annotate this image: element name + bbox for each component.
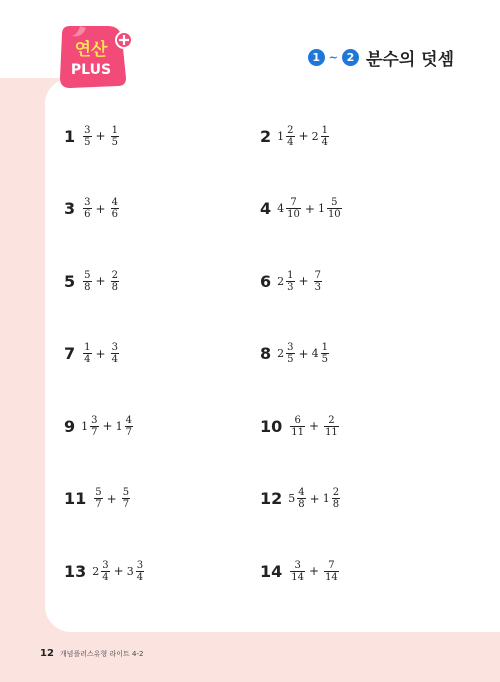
- denominator: 6: [84, 209, 91, 220]
- numerator: 1: [321, 342, 328, 353]
- problem-item: [64, 189, 120, 229]
- page-number: 12: [40, 648, 54, 659]
- problem-expression: [288, 560, 340, 583]
- numerator: 4: [111, 197, 118, 208]
- numerator: 2: [332, 487, 340, 498]
- numerator: 2: [111, 269, 118, 281]
- problem-item: [64, 116, 120, 156]
- numerator: 2: [328, 414, 335, 426]
- mixed-number: [288, 415, 306, 438]
- problem-expression: [277, 270, 323, 293]
- fraction: [90, 415, 98, 438]
- numerator: 3: [84, 197, 91, 208]
- numerator: 7: [328, 559, 335, 571]
- problem-expression: [92, 487, 131, 510]
- mixed-number: [312, 342, 330, 365]
- fraction: [83, 342, 91, 365]
- numerator: 3: [294, 559, 301, 571]
- whole-part: 1: [317, 202, 325, 215]
- mixed-number: [81, 270, 92, 293]
- problem-item: [260, 551, 340, 591]
- problem-item: [64, 334, 120, 374]
- mixed-number: [312, 125, 330, 148]
- mixed-number: [120, 487, 131, 510]
- fraction: [136, 560, 144, 583]
- numerator: 7: [290, 197, 297, 208]
- denominator: 4: [136, 571, 144, 583]
- numerator: 1: [321, 124, 328, 136]
- numerator: 6: [294, 414, 301, 426]
- plus-operator: +: [95, 274, 106, 288]
- problem-expression: [81, 125, 120, 148]
- denominator: 8: [332, 499, 340, 510]
- problem-item: [64, 406, 134, 446]
- whole-part: 2: [92, 564, 100, 578]
- problem-number: 9: [64, 416, 76, 436]
- fraction: [286, 197, 301, 220]
- fraction: [111, 125, 119, 148]
- fraction: [286, 125, 294, 148]
- problem-item: [64, 479, 131, 519]
- numerator: 5: [95, 487, 102, 498]
- denominator: 10: [327, 209, 341, 220]
- mixed-number: [322, 415, 340, 438]
- denominator: 8: [298, 499, 305, 510]
- problem-number: 5: [64, 271, 76, 291]
- numerator: 4: [298, 487, 305, 498]
- denominator: 4: [287, 136, 294, 148]
- problem-number: 10: [260, 416, 283, 436]
- plus-operator: +: [102, 419, 113, 433]
- problem-item: [260, 261, 323, 301]
- whole-part: 1: [277, 129, 285, 143]
- page-title: 분수의 덧셈: [365, 49, 454, 70]
- fraction: [83, 125, 91, 148]
- whole-part: 2: [277, 347, 285, 360]
- range-separator: ~: [328, 50, 338, 64]
- fraction: [83, 197, 91, 220]
- whole-part: 2: [277, 274, 285, 288]
- problem-item: [64, 551, 145, 591]
- denominator: 3: [287, 281, 294, 293]
- whole-part: 4: [277, 202, 285, 215]
- footer: [40, 648, 143, 659]
- denominator: 5: [111, 136, 118, 148]
- denominator: 3: [314, 281, 321, 293]
- problem-expression: [81, 342, 120, 365]
- fraction: [101, 560, 109, 583]
- numerator: 3: [84, 124, 91, 136]
- mixed-number: [81, 197, 92, 220]
- problem-expression: [288, 487, 341, 510]
- mixed-number: [277, 197, 302, 220]
- badge: [52, 22, 130, 90]
- denominator: 5: [84, 136, 91, 148]
- whole-part: 1: [81, 419, 89, 433]
- numerator: 5: [84, 269, 91, 281]
- denominator: 11: [291, 426, 304, 438]
- plus-operator: +: [309, 491, 320, 506]
- numerator: 3: [91, 414, 98, 426]
- fraction: [327, 197, 342, 220]
- problem-number: 13: [64, 561, 87, 581]
- problem-item: [64, 261, 120, 301]
- problem-item: [260, 334, 330, 374]
- mixed-number: [288, 487, 306, 510]
- problem-number: 11: [64, 489, 87, 508]
- numerator: 1: [84, 342, 91, 353]
- numerator: 4: [125, 414, 132, 426]
- plus-operator: +: [304, 201, 315, 216]
- problem-expression: [92, 560, 145, 583]
- problem-expression: [277, 125, 330, 148]
- numerator: 1: [287, 269, 294, 281]
- plus-operator: +: [298, 346, 309, 361]
- mixed-number: [277, 270, 295, 293]
- numerator: 5: [122, 487, 130, 498]
- plus-operator: +: [309, 564, 320, 578]
- fraction: [297, 487, 305, 510]
- numerator: 1: [111, 124, 118, 136]
- problem-number: 4: [260, 199, 272, 218]
- whole-part: 5: [288, 492, 296, 505]
- problem-item: [260, 116, 330, 156]
- denominator: 8: [84, 281, 91, 293]
- fraction: [321, 342, 329, 365]
- problem-number: 12: [260, 489, 283, 508]
- badge-sub: PLUS: [70, 62, 112, 78]
- plus-operator: +: [106, 491, 117, 506]
- mixed-number: [109, 125, 120, 148]
- numerator: 3: [111, 342, 118, 353]
- problem-expression: [277, 197, 343, 220]
- fraction: [324, 415, 339, 438]
- whole-part: 4: [311, 347, 319, 360]
- mixed-number: [288, 560, 306, 583]
- mixed-number: [81, 342, 92, 365]
- denominator: 5: [321, 354, 328, 365]
- plus-operator: +: [298, 129, 309, 143]
- denominator: 4: [321, 136, 328, 148]
- mixed-number: [81, 125, 92, 148]
- fraction: [83, 270, 91, 293]
- problem-number: 14: [260, 561, 283, 581]
- problem-number: 8: [260, 344, 272, 363]
- mixed-number: [109, 197, 120, 220]
- mixed-number: [92, 487, 103, 510]
- fraction: [321, 125, 329, 148]
- denominator: 7: [125, 426, 132, 438]
- denominator: 10: [287, 209, 300, 220]
- numerator: 3: [102, 559, 109, 571]
- section-header: [308, 44, 454, 70]
- denominator: 7: [95, 499, 102, 510]
- problem-item: [260, 189, 343, 229]
- denominator: 7: [122, 499, 130, 510]
- denominator: 14: [291, 571, 304, 583]
- fraction: [111, 197, 119, 220]
- fraction: [125, 415, 133, 438]
- denominator: 4: [111, 354, 118, 365]
- denominator: 14: [325, 571, 338, 583]
- mixed-number: [277, 125, 295, 148]
- fraction: [122, 487, 130, 510]
- problem-number: 6: [260, 271, 272, 291]
- whole-part: 2: [311, 129, 319, 143]
- mixed-number: [277, 342, 295, 365]
- fraction: [286, 342, 294, 365]
- fraction: [94, 487, 102, 510]
- step-to-badge: 2: [342, 49, 359, 66]
- mixed-number: [109, 270, 120, 293]
- denominator: 8: [111, 281, 118, 293]
- problem-number: 7: [64, 344, 76, 363]
- problem-number: 1: [64, 126, 76, 146]
- whole-part: 1: [322, 492, 330, 505]
- mixed-number: [312, 270, 323, 293]
- mixed-number: [318, 197, 343, 220]
- mixed-number: [323, 487, 341, 510]
- denominator: 4: [102, 571, 109, 583]
- plus-operator: +: [298, 274, 309, 288]
- problem-number: 3: [64, 199, 76, 218]
- fraction: [290, 415, 305, 438]
- denominator: 4: [84, 354, 91, 365]
- problem-item: [260, 406, 340, 446]
- mixed-number: [109, 342, 120, 365]
- fraction: [111, 270, 119, 293]
- mixed-number: [81, 415, 99, 438]
- mixed-number: [322, 560, 340, 583]
- problem-expression: [81, 415, 134, 438]
- whole-part: 1: [115, 419, 123, 433]
- numerator: 3: [136, 559, 144, 571]
- numerator: 5: [331, 197, 338, 208]
- fraction: [111, 342, 119, 365]
- mixed-number: [92, 560, 110, 583]
- mixed-number: [116, 415, 134, 438]
- fraction: [290, 560, 305, 583]
- badge-word: 연산: [74, 40, 108, 60]
- problem-expression: [81, 270, 120, 293]
- fraction: [324, 560, 339, 583]
- numerator: 3: [287, 342, 294, 353]
- plus-operator: +: [95, 201, 106, 216]
- whole-part: 3: [126, 564, 134, 578]
- denominator: 7: [91, 426, 98, 438]
- mixed-number: [127, 560, 145, 583]
- numerator: 2: [287, 124, 294, 136]
- problem-expression: [277, 342, 330, 365]
- problem-number: 2: [260, 126, 272, 146]
- problem-expression: [81, 197, 120, 220]
- plus-operator: +: [309, 419, 320, 433]
- fraction: [286, 270, 294, 293]
- book-title: 개념플러스유형 라이트 4-2: [59, 649, 144, 658]
- plus-operator: +: [113, 564, 124, 578]
- problem-item: [260, 479, 341, 519]
- numerator: 7: [314, 269, 321, 281]
- denominator: 6: [111, 209, 118, 220]
- plus-operator: +: [95, 346, 106, 361]
- fraction: [314, 270, 322, 293]
- denominator: 11: [325, 426, 338, 438]
- denominator: 5: [287, 354, 294, 365]
- problem-expression: [288, 415, 340, 438]
- fraction: [332, 487, 340, 510]
- plus-operator: +: [95, 129, 106, 143]
- step-from-badge: 1: [308, 49, 325, 66]
